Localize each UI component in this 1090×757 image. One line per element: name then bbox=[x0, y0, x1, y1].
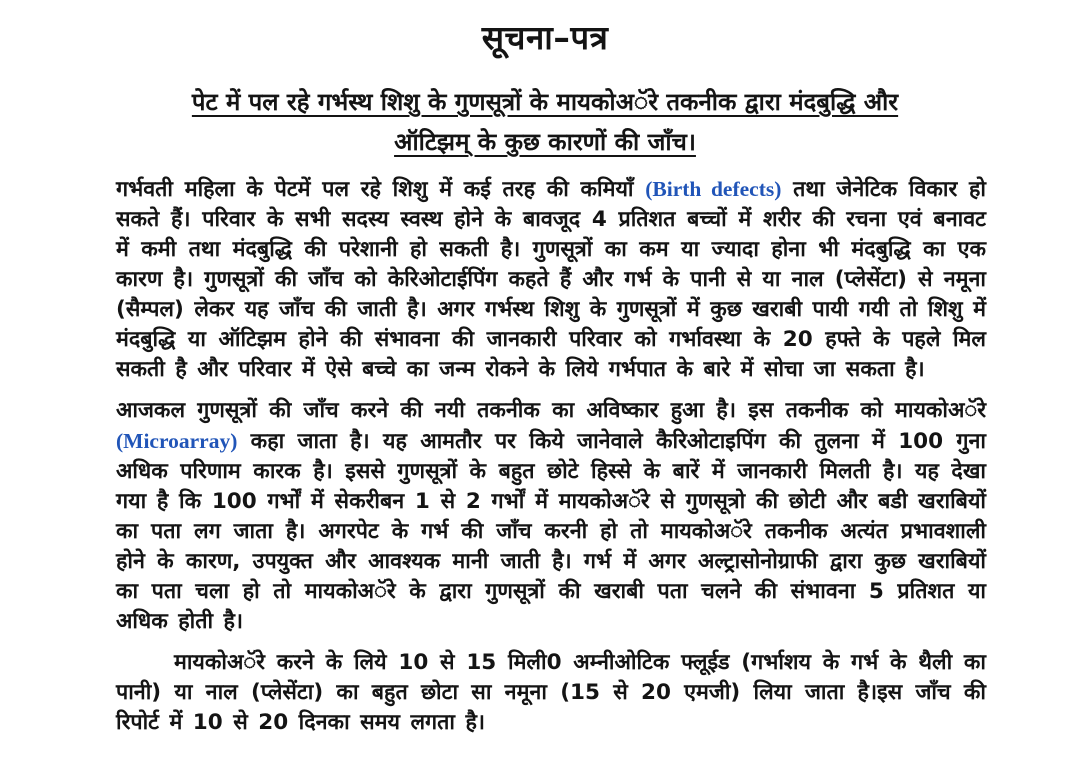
paragraph bbox=[116, 174, 986, 385]
english-term: (Birth defects) bbox=[645, 177, 782, 201]
document-body bbox=[116, 174, 986, 738]
english-term: (Microarray) bbox=[116, 429, 238, 453]
page-title: सूचना–पत्र bbox=[481, 18, 609, 57]
text-segment: तथा जेनेटिक विकार हो सकते हैं। परिवार के सभी सदस्य स्वस्थ होने के बावजूद 4 प्रतिशत बच्चों में शरीर की रचना एवं बनावट में कमी तथा मंदबुद्धि की परेशानी हो सकती है। गुणसूत्रों का कम या ज्यादा होना भी मंदबुद्धि का एक कारण है। गुणसूत्रों की जाँच को केरिओटाईपिंग कहते हैं और गर्भ के पानी से या नाल (प्लेसेंटा) से नमूना (सैम्पल) लेकर यह जाँच की जाती है। अगर गर्भस्थ शिशु के गुणसूत्रों में कुछ खराबी पायी गयी तो शिशु में मंदबुद्धि या ऑटिझम होने की संभावना की जानकारी परिवार को गर्भावस्था के 20 हफ्ते के पहले मिल सकती है और परिवार में ऐसे बच्चे का जन्म रोकने के लिये गर्भपात के बारे में सोचा जा सकता है। bbox=[116, 177, 986, 382]
subtitle-line-1: पेट में पल रहे गर्भस्थ शिशु के गुणसूत्रों के मायकोअॅरे तकनीक द्वारा मंदबुद्धि और bbox=[191, 88, 899, 116]
text-segment: मायकोअॅरे करने के लिये 10 से 15 मिली0 अम्नीओटिक फ्लूईड (गर्भाशय के गर्भ के थैली का पानी) या नाल (प्लेसेंटा) का बहुत छोटा सा नमूना (15 से 20 एमजी) लिया जाता है।इस जाँच की रिपोर्ट में 10 से 20 दिनका समय लगता है। bbox=[116, 650, 986, 735]
document-subtitle bbox=[0, 82, 1090, 162]
text-segment: गर्भवती महिला के पेटमें पल रहे शिशु में कई तरह की कमियाँ bbox=[116, 177, 646, 202]
paragraph bbox=[116, 396, 986, 637]
subtitle-line-2: ऑटिझम् के कुछ कारणों की जाँच। bbox=[394, 128, 696, 156]
text-segment: कहा जाता है। यह आमतौर पर किये जानेवाले कैरिओटाइपिंग की तुलना में 100 गुना अधिक परिणाम कारक है। इससे गुणसूत्रों के बहुत छोटे हिस्से के बारें में जानकारी मिलती है। यह देखा गया है कि 100 गर्भों में सेकरीबन 1 से 2 गर्भों में मायकोअॅरे से गुणसूत्रो की छोटी और बडी खराबियों का पता लग जाता है। अगरपेट के गर्भ की जाँच करनी हो तो मायकोअॅरे तकनीक अत्यंत प्रभावशाली होने के कारण, उपयुक्त और आवश्यक मानी जाती है। गर्भ में अगर अल्ट्रासोनोग्राफी द्वारा कुछ खराबियों का पता चला हो तो मायकोअॅरे के द्वारा गुणसूत्रों की खराबी पता चलने की संभावना 5 प्रतिशत या अधिक होती है। bbox=[116, 429, 986, 634]
text-segment: आजकल गुणसूत्रों की जाँच करने की नयी तकनीक का अविष्कार हुआ है। इस तकनीक को मायकोअॅरे bbox=[116, 398, 986, 423]
paragraph bbox=[116, 648, 986, 738]
